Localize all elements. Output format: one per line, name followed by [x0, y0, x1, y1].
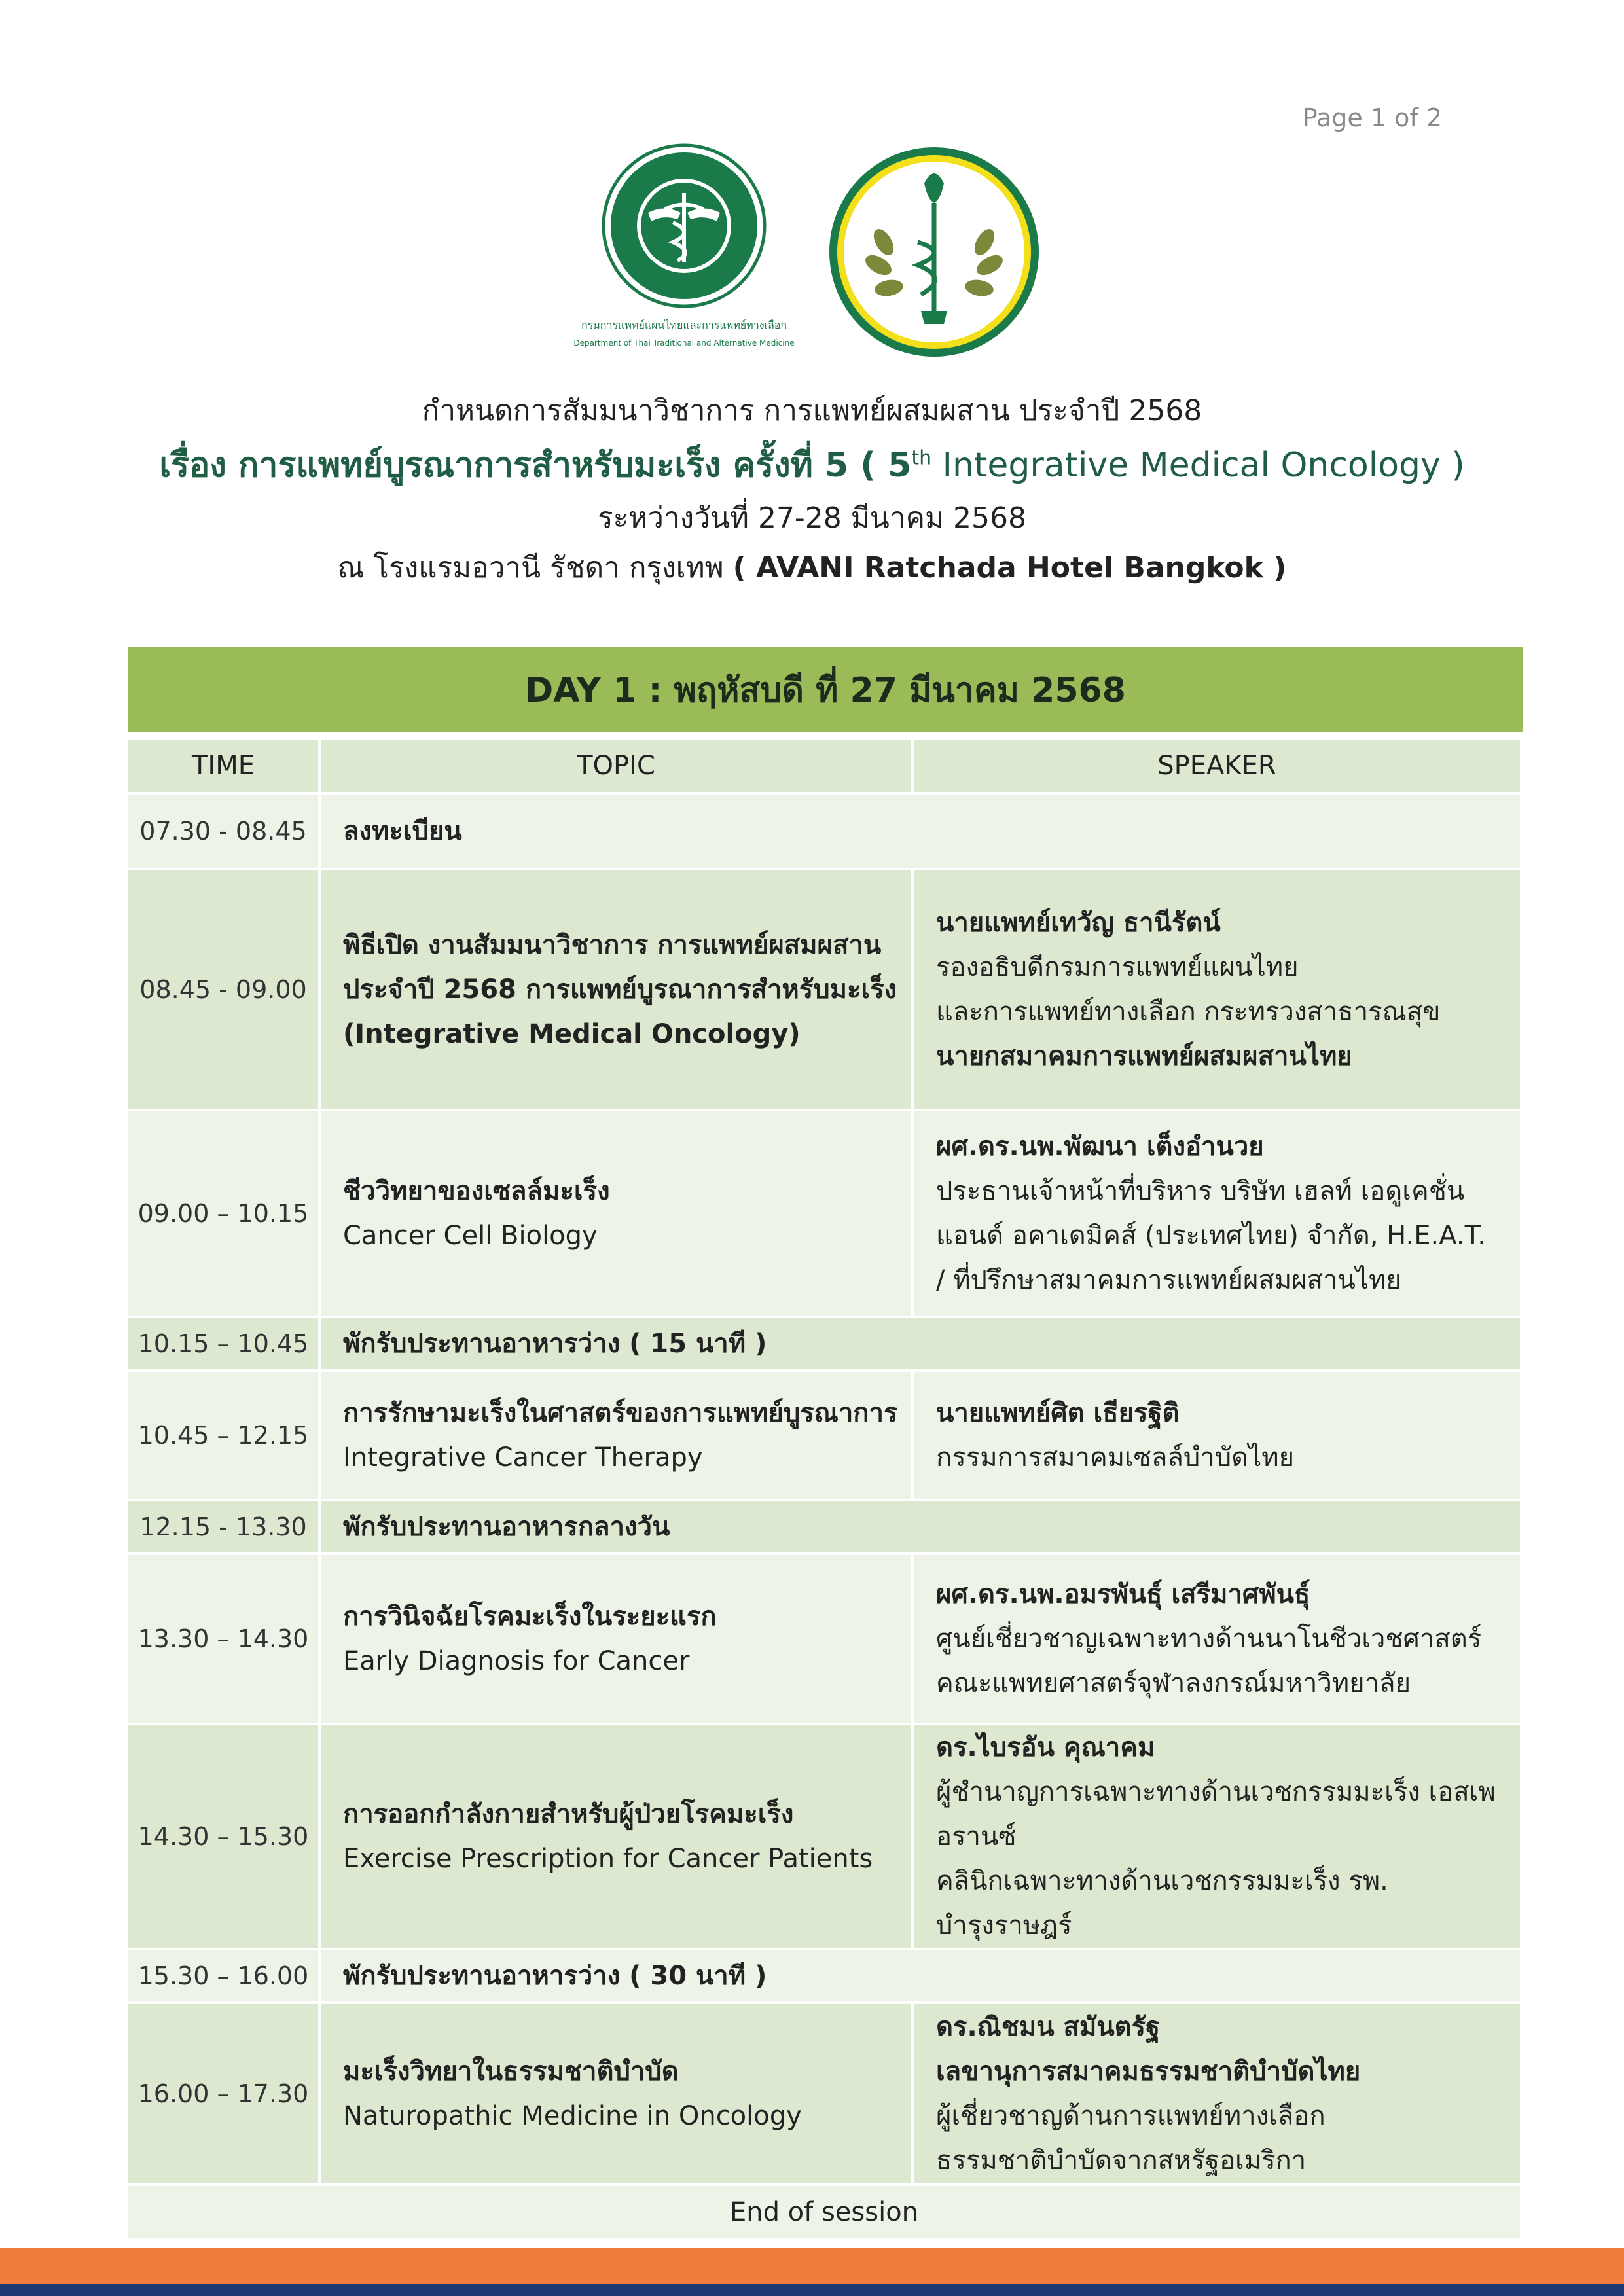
- table-row: [128, 2004, 1523, 2186]
- table-row: [128, 795, 1523, 870]
- topic-english-line: Integrative Cancer Therapy: [343, 1443, 703, 1473]
- topic-english-line: Cancer Cell Biology: [343, 1221, 598, 1251]
- header-logos: [0, 144, 1624, 360]
- moph-emblem-icon: [573, 144, 795, 360]
- speaker-name-line: เลขานุการสมาคมธรรมชาติบำบัดไทย: [936, 2056, 1361, 2087]
- row-time: 10.45 – 12.15: [128, 1372, 321, 1501]
- table-row: [128, 1318, 1523, 1372]
- topic-title-line: ชีววิทยาของเซลล์มะเร็ง: [343, 1176, 610, 1206]
- table-row: [128, 870, 1523, 1111]
- topic-title-line: พักรับประทานอาหารกลางวัน: [343, 1512, 670, 1542]
- topic-title-line: พักรับประทานอาหารว่าง ( 15 นาที ): [343, 1329, 767, 1359]
- row-time: 15.30 – 16.00: [128, 1950, 321, 2004]
- speaker-affiliation-line: ศูนย์เชี่ยวชาญเฉพาะทางด้านนาโนชีวเวชศาสตร์: [936, 1624, 1482, 1654]
- row-topic: [321, 1725, 914, 1950]
- table-row: [128, 1111, 1523, 1318]
- topic-title-line: ลงทะเบียน: [343, 816, 462, 846]
- row-topic: [321, 795, 1523, 870]
- row-time: 12.15 - 13.30: [128, 1501, 321, 1555]
- table-row: [128, 1555, 1523, 1725]
- svg-text:Department of Thai Traditional: Department of Thai Traditional and Alternative Medicine: [573, 338, 795, 348]
- topic-title-line: การออกกำลังกายสำหรับผู้ป่วยโรคมะเร็ง: [343, 1799, 794, 1829]
- row-speaker: [914, 2004, 1523, 2186]
- row-time: 16.00 – 17.30: [128, 2004, 321, 2186]
- speaker-name-line: นายแพทย์ศิต เธียรฐิติ: [936, 1398, 1180, 1428]
- footer-bar-orange: [0, 2248, 1624, 2284]
- speaker-name-line: นายกสมาคมการแพทย์ผสมผสานไทย: [936, 1041, 1352, 1071]
- topic-title-line: พิธีเปิด งานสัมมนาวิชาการ การแพทย์ผสมผสาน: [343, 930, 882, 960]
- association-emblem-icon: [826, 144, 1042, 360]
- row-speaker: [914, 870, 1523, 1111]
- row-time: 13.30 – 14.30: [128, 1555, 321, 1725]
- speaker-name-line: ดร.ไบรอัน คุณาคม: [936, 1732, 1155, 1763]
- topic-title-line: การวินิจฉัยโรคมะเร็งในระยะแรก: [343, 1602, 717, 1632]
- topic-title-line: (Integrative Medical Oncology): [343, 1019, 801, 1049]
- end-of-session: End of session: [128, 2186, 1523, 2241]
- topic-title-line: พักรับประทานอาหารว่าง ( 30 นาที ): [343, 1961, 767, 1991]
- row-topic: [321, 2004, 914, 2186]
- speaker-affiliation-line: / ที่ปรึกษาสมาคมการแพทย์ผสมผสานไทย: [936, 1265, 1401, 1295]
- table-row: [128, 1725, 1523, 1950]
- speaker-affiliation-line: ผู้ชำนาญการเฉพาะทางด้านเวชกรรมมะเร็ง เอสเพอรานซ์: [936, 1777, 1496, 1852]
- speaker-name-line: ผศ.ดร.นพ.อมรพันธุ์ เสรีมาศพันธุ์: [936, 1579, 1310, 1609]
- row-topic: [321, 1372, 914, 1501]
- schedule-table: [128, 647, 1523, 2241]
- row-speaker: [914, 1111, 1523, 1318]
- day-banner: DAY 1 : พฤหัสบดี ที่ 27 มีนาคม 2568: [128, 647, 1523, 732]
- row-topic: [321, 1950, 1523, 2004]
- speaker-name-line: ผศ.ดร.นพ.พัฒนา เต็งอำนวย: [936, 1132, 1264, 1162]
- topic-english-line: Naturopathic Medicine in Oncology: [343, 2101, 802, 2131]
- seminar-subtitle: กำหนดการสัมมนาวิชาการ การแพทย์ผสมผสาน ประจำปี 2568: [422, 394, 1202, 427]
- speaker-affiliation-line: รองอธิบดีกรมการแพทย์แผนไทย: [936, 952, 1299, 982]
- table-row: [128, 1501, 1523, 1555]
- speaker-affiliation-line: กรรมการสมาคมเซลล์บำบัดไทย: [936, 1443, 1295, 1473]
- topic-title-line: ประจำปี 2568 การแพทย์บูรณาการสำหรับมะเร็ง: [343, 975, 897, 1005]
- row-topic: [321, 870, 914, 1111]
- speaker-affiliation-line: คลินิกเฉพาะทางด้านเวชกรรมมะเร็ง รพ. บำรุงราษฎร์: [936, 1866, 1388, 1941]
- seminar-dates: ระหว่างวันที่ 27-28 มีนาคม 2568: [598, 501, 1026, 535]
- row-time: 09.00 – 10.15: [128, 1111, 321, 1318]
- speaker-affiliation-line: และการแพทย์ทางเลือก กระทรวงสาธารณสุข: [936, 997, 1441, 1027]
- row-speaker: [914, 1555, 1523, 1725]
- row-topic: [321, 1501, 1523, 1555]
- row-time: 10.15 – 10.45: [128, 1318, 321, 1372]
- svg-text:กรมการแพทย์แผนไทยและการแพทย์ทา: กรมการแพทย์แผนไทยและการแพทย์ทางเลือก: [581, 319, 787, 331]
- topic-title-line: มะเร็งวิทยาในธรรมชาติบำบัด: [343, 2056, 679, 2087]
- column-header-speaker: SPEAKER: [914, 740, 1523, 795]
- speaker-affiliation-line: ธรรมชาติบำบัดจากสหรัฐอเมริกา: [936, 2145, 1307, 2176]
- page-number: Page 1 of 2: [1302, 103, 1442, 132]
- seminar-venue: ณ โรงแรมอวานี รัชดา กรุงเทพ ( AVANI Ratchada Hotel Bangkok ): [337, 551, 1287, 584]
- row-time: 14.30 – 15.30: [128, 1725, 321, 1950]
- column-header-topic: TOPIC: [321, 740, 914, 795]
- row-topic: [321, 1318, 1523, 1372]
- speaker-affiliation-line: คณะแพทยศาสตร์จุฬาลงกรณ์มหาวิทยาลัย: [936, 1668, 1411, 1698]
- table-row: [128, 1372, 1523, 1501]
- footer-bar-navy: [0, 2284, 1624, 2296]
- table-row: [128, 1950, 1523, 2004]
- topic-title-line: การรักษามะเร็งในศาสตร์ของการแพทย์บูรณาการ: [343, 1398, 898, 1428]
- seminar-title: เรื่อง การแพทย์บูรณาการสำหรับมะเร็ง ครั้งที่ 5 ( 5th Integrative Medical Oncology ): [159, 446, 1465, 485]
- row-speaker: [914, 1725, 1523, 1950]
- speaker-name-line: นายแพทย์เทวัญ ธานีรัตน์: [936, 908, 1221, 938]
- row-topic: [321, 1555, 914, 1725]
- speaker-affiliation-line: ผู้เชี่ยวชาญด้านการแพทย์ทางเลือก: [936, 2101, 1326, 2131]
- topic-english-line: Exercise Prescription for Cancer Patients: [343, 1844, 873, 1874]
- speaker-name-line: ดร.ณิชมน สมันตรัฐ: [936, 2012, 1161, 2042]
- topic-english-line: Early Diagnosis for Cancer: [343, 1646, 690, 1676]
- row-topic: [321, 1111, 914, 1318]
- row-speaker: [914, 1372, 1523, 1501]
- column-header-time: TIME: [128, 740, 321, 795]
- row-time: 07.30 - 08.45: [128, 795, 321, 870]
- speaker-affiliation-line: แอนด์ อคาเดมิคส์ (ประเทศไทย) จำกัด, H.E.A.T.: [936, 1221, 1486, 1251]
- row-time: 08.45 - 09.00: [128, 870, 321, 1111]
- speaker-affiliation-line: ประธานเจ้าหน้าที่บริหาร บริษัท เฮลท์ เอดูเคชั่น: [936, 1176, 1465, 1206]
